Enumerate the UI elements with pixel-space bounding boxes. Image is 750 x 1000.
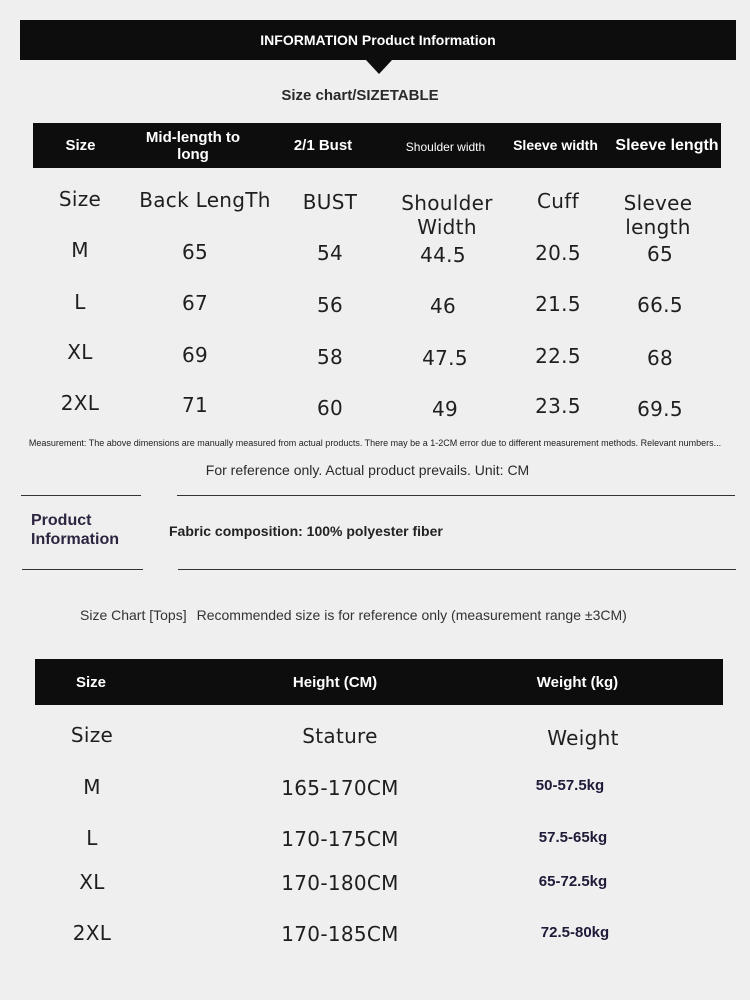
divider [178,569,736,570]
divider [22,569,143,570]
value-cell: 69.5 [637,397,683,421]
value-cell: 65 [646,242,674,266]
fabric-composition: Fabric composition: 100% polyester fiber [169,523,443,539]
subheader-cell: Cuff [537,189,579,213]
header-cell: Mid-length to long [145,128,241,163]
value-cell: 46 [429,294,457,318]
value-cell: 68 [646,346,674,370]
size-cell: XL [67,340,93,364]
value-cell: 65 [181,240,209,264]
stature-cell: 170-175CM [281,827,399,851]
header-cell: Size [75,673,106,691]
subheader-cell: Weight [547,726,619,750]
value-cell: 67 [181,291,209,315]
header-cell: Sleeve length [615,137,719,154]
info-banner [20,20,736,60]
value-cell: 60 [316,396,344,420]
value-cell: 47.5 [422,346,468,370]
value-cell: 22.5 [535,344,581,368]
tops-chart-title [80,607,627,623]
header-cell: Height (CM) [292,673,378,691]
tops-chart-title-part2: Recommended size is for reference only (measurement range ±3CM) [196,607,627,623]
value-cell: 54 [316,241,344,265]
size-cell: L [74,290,86,314]
size-cell: L [86,826,98,850]
weight-cell: 57.5-65kg [538,829,608,846]
size-chart-header [33,123,721,168]
banner-title: INFORMATION Product Information [260,32,496,48]
stature-cell: 170-185CM [281,922,399,946]
size-chart-title: Size chart/SIZETABLE [281,87,439,104]
product-info-label-line2: Information [31,531,119,548]
header-cell: Sleeve width [513,137,598,153]
value-cell: 49 [431,397,459,421]
header-cell: Weight (kg) [536,673,619,691]
value-cell: 20.5 [535,241,581,265]
tops-chart-header [35,659,723,705]
value-cell: 44.5 [420,243,466,267]
tops-chart-title-part1: Size Chart [Tops] [80,607,187,623]
value-cell: 69 [181,343,209,367]
subheader-cell: Back LengTh [139,188,271,212]
value-cell: 58 [316,345,344,369]
size-cell: M [71,238,89,262]
subheader-cell: BUST [302,190,358,214]
subheader-cell: Size [58,187,102,211]
value-cell: 23.5 [535,394,581,418]
size-cell: XL [79,870,105,894]
size-cell: M [83,775,101,799]
subheader-cell: Slevee length [623,191,693,239]
subheader-cell: Size [70,723,114,747]
banner-arrow-icon [366,60,392,74]
value-cell: 66.5 [637,293,683,317]
size-cell: 2XL [60,391,100,415]
stature-cell: 170-180CM [281,871,399,895]
product-info-label [31,511,151,549]
stature-cell: 165-170CM [281,776,399,800]
header-cell: 2/1 Bust [293,137,353,154]
value-cell: 56 [316,293,344,317]
reference-note: For reference only. Actual product prevails. Unit: CM [205,462,530,478]
subheader-cell: Shoulder Width [401,191,493,239]
size-cell: 2XL [72,921,112,945]
value-cell: 21.5 [535,292,581,316]
divider [21,495,141,496]
measurement-note: Measurement: The above dimensions are manually measured from actual products. There may be a 1-2CM error due to different measurement methods. Relevant numbers... [28,438,722,448]
value-cell: 71 [181,393,209,417]
subheader-cell: Stature [302,724,378,748]
divider [177,495,735,496]
weight-cell: 72.5-80kg [540,924,610,941]
header-cell: Size [65,137,96,154]
weight-cell: 65-72.5kg [538,873,608,890]
header-cell: Shoulder width [405,140,486,154]
weight-cell: 50-57.5kg [535,777,605,794]
product-info-label-line1: Product [31,512,92,529]
